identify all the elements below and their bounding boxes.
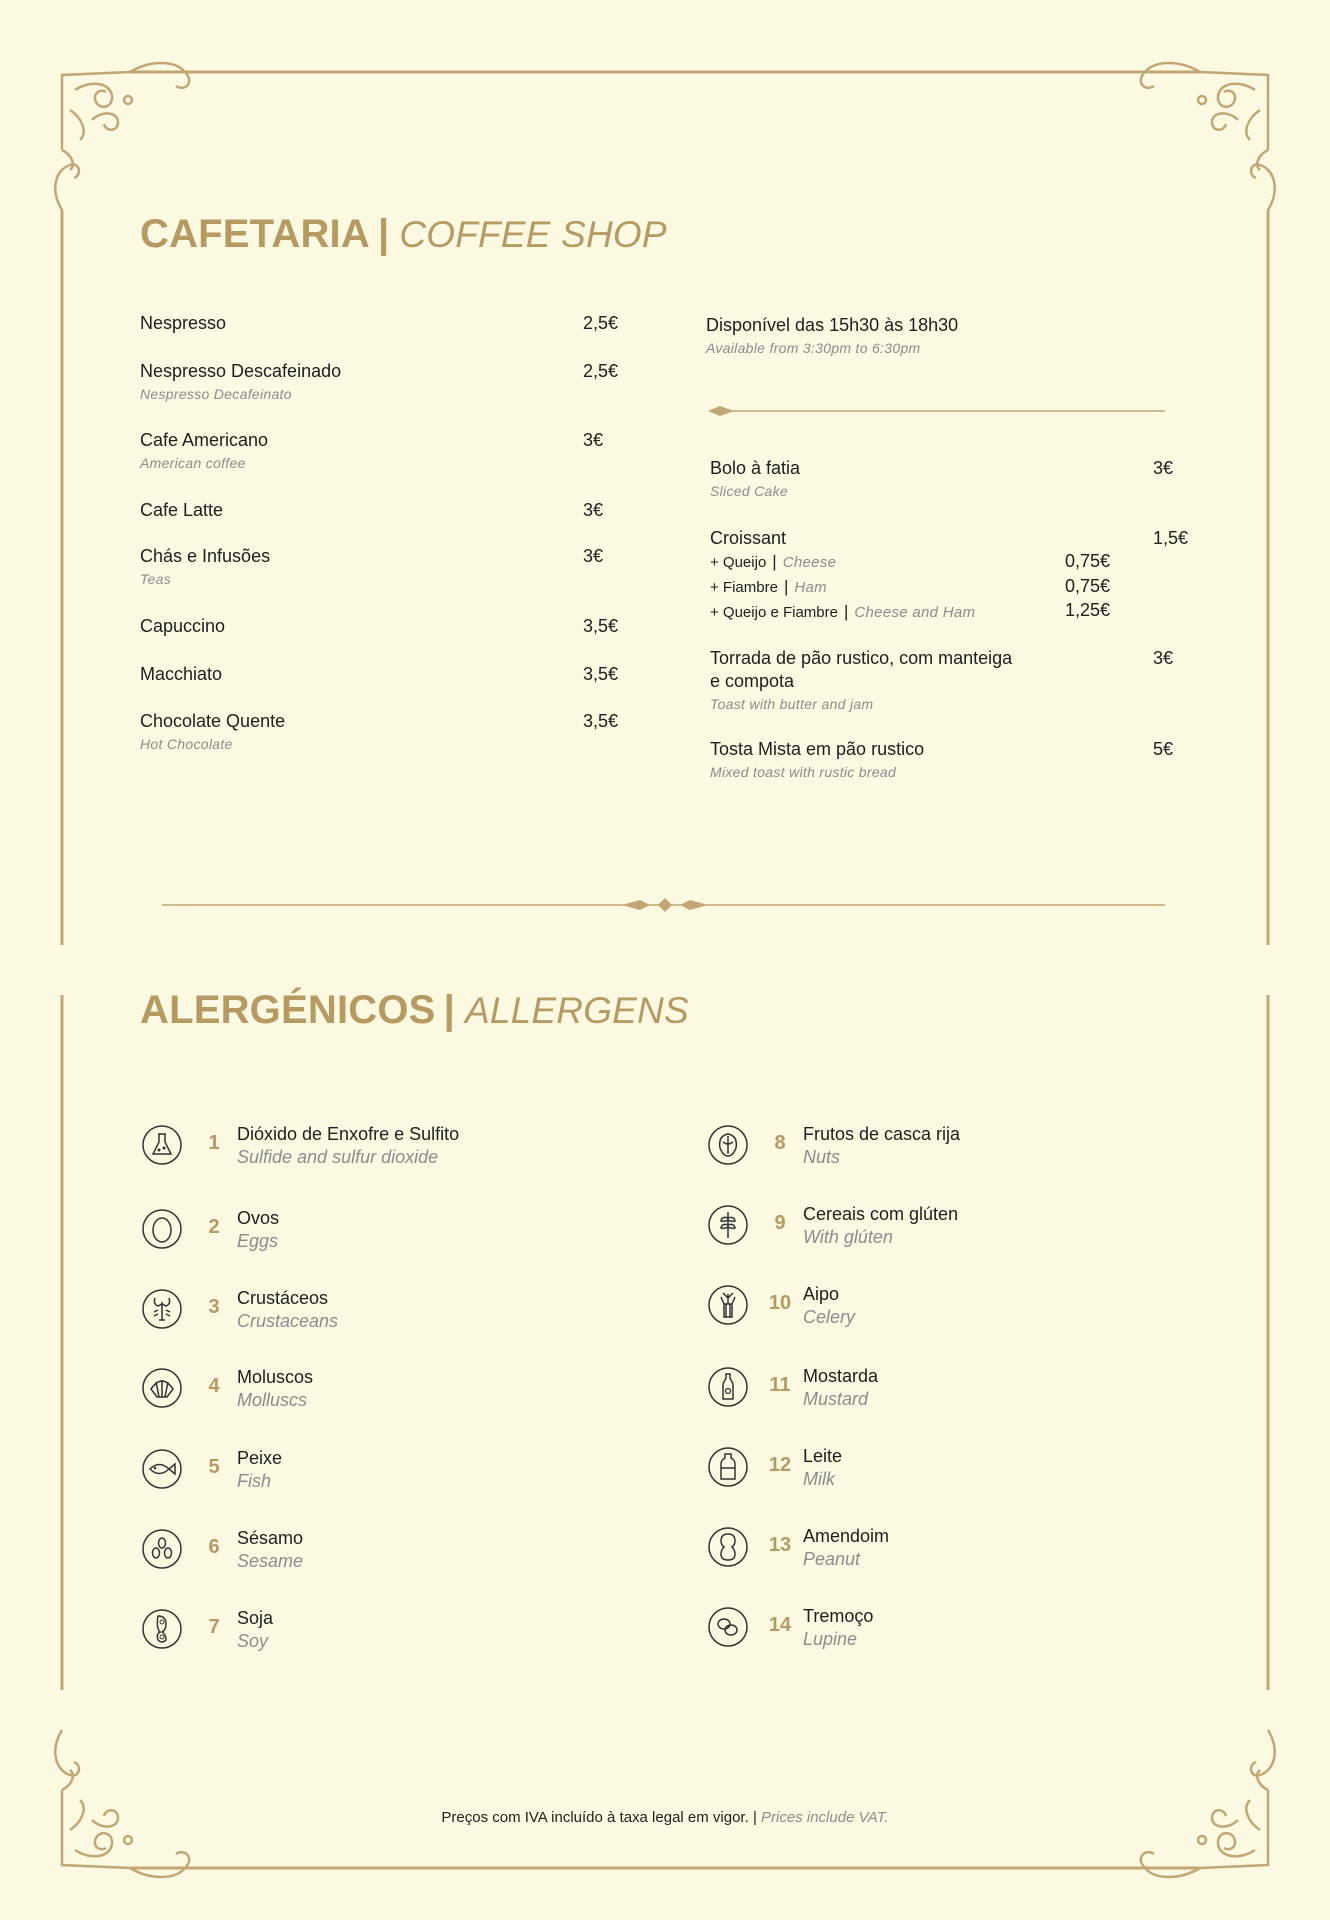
drink-name: Macchiato <box>140 664 223 684</box>
availability-en: Available from 3:30pm to 6:30pm <box>706 340 921 356</box>
allergen-item <box>141 1367 641 1427</box>
allergen-name-pt: Sésamo <box>237 1528 304 1548</box>
food-item-tosta <box>710 739 924 780</box>
allergen-name-pt: Crustáceos <box>237 1288 329 1308</box>
food-item-torrada <box>710 648 1012 712</box>
allergen-name-pt: Leite <box>803 1446 843 1466</box>
allergen-name-en: Eggs <box>237 1231 279 1251</box>
celery-icon <box>707 1284 749 1326</box>
drink-item <box>140 500 223 521</box>
footer-pt: Preços com IVA incluído à taxa legal em vigor. <box>441 1809 749 1826</box>
drink-price: 3,5€ <box>583 616 619 636</box>
coffee-title-pt: CAFETARIA <box>140 212 370 256</box>
drink-price: 3€ <box>583 546 604 566</box>
extra-pt: + Fiambre <box>710 579 778 596</box>
allergen-name-en: Mustard <box>803 1389 869 1409</box>
allergen-name-en: Nuts <box>803 1147 841 1167</box>
allergen-number: 7 <box>208 1616 220 1638</box>
food-name: Tosta Mista em pão rustico <box>710 739 925 759</box>
allergen-item <box>707 1284 1207 1344</box>
allergen-number: 9 <box>774 1212 786 1234</box>
food-subtitle: Mixed toast with rustic bread <box>710 764 897 780</box>
nut-icon <box>707 1124 749 1166</box>
allergen-number: 14 <box>768 1614 792 1636</box>
food-name: Bolo à fatia <box>710 458 801 478</box>
availability-pt: Disponível das 15h30 às 18h30 <box>706 315 959 335</box>
allergen-number: 13 <box>768 1534 792 1556</box>
extra-separator: | <box>843 602 849 621</box>
croissant-extra <box>710 552 836 572</box>
drink-item <box>140 616 225 637</box>
footer-separator: | <box>752 1809 757 1826</box>
allergen-name-pt: Amendoim <box>803 1526 890 1546</box>
allergen-item <box>707 1526 1207 1586</box>
drink-item <box>140 546 270 587</box>
extra-en: Ham <box>794 579 827 596</box>
allergen-item <box>141 1448 641 1508</box>
title-separator: | <box>377 212 390 256</box>
drink-subtitle: Nespresso Decafeinato <box>140 386 292 402</box>
extra-pt: + Queijo e Fiambre <box>710 604 838 621</box>
extra-price: 0,75€ <box>1065 576 1111 596</box>
allergen-number: 12 <box>768 1454 792 1476</box>
allergen-name-en: Sesame <box>237 1551 304 1571</box>
lobster-icon <box>141 1288 183 1330</box>
croissant-extra <box>710 577 827 597</box>
allergen-number: 10 <box>768 1292 792 1314</box>
allergen-number: 8 <box>774 1132 786 1154</box>
food-item-croissant <box>710 528 786 549</box>
drink-price: 3€ <box>583 430 604 450</box>
allergen-item <box>707 1446 1207 1506</box>
allergen-name-pt: Aipo <box>803 1284 840 1304</box>
allergen-number: 5 <box>208 1456 220 1478</box>
extra-price: 1,25€ <box>1065 600 1111 620</box>
wheat-icon <box>707 1204 749 1246</box>
allergen-name-en: Celery <box>803 1307 856 1327</box>
drink-item <box>140 664 222 685</box>
drink-subtitle: Hot Chocolate <box>140 736 233 752</box>
extra-price: 0,75€ <box>1065 551 1111 571</box>
drink-price: 2,5€ <box>583 361 619 381</box>
allergen-name-pt: Ovos <box>237 1208 280 1228</box>
allergen-item <box>141 1288 641 1348</box>
allergen-item <box>707 1124 1207 1184</box>
drink-name: Chocolate Quente <box>140 711 286 731</box>
allergen-name-en: Milk <box>803 1469 835 1489</box>
extra-en: Cheese and Ham <box>854 604 976 621</box>
allergen-number: 3 <box>208 1296 220 1318</box>
food-price: 3€ <box>1153 458 1174 478</box>
availability-note <box>706 315 958 356</box>
drink-name: Chás e Infusões <box>140 546 271 566</box>
drink-name: Cafe Latte <box>140 500 224 520</box>
drink-price: 3,5€ <box>583 664 619 684</box>
drink-subtitle: Teas <box>140 571 172 587</box>
allergen-name-pt: Mostarda <box>803 1366 879 1386</box>
extra-separator: | <box>783 577 789 596</box>
allergen-item <box>707 1366 1207 1426</box>
availability-divider <box>708 406 1165 416</box>
food-price: 5€ <box>1153 739 1174 759</box>
peanut-icon <box>707 1526 749 1568</box>
allergen-item <box>707 1606 1207 1666</box>
sesame-icon <box>141 1528 183 1570</box>
shell-icon <box>141 1367 183 1409</box>
section-divider <box>162 898 1165 912</box>
allergen-item <box>141 1608 641 1668</box>
soy-icon <box>141 1608 183 1650</box>
allergens-title-pt: ALERGÉNICOS <box>140 988 436 1032</box>
allergen-item <box>141 1124 641 1184</box>
drink-item <box>140 313 226 334</box>
coffee-section-title <box>140 212 667 257</box>
allergen-name-pt: Soja <box>237 1608 274 1628</box>
drink-item <box>140 361 341 402</box>
allergen-item <box>141 1208 641 1268</box>
allergen-number: 6 <box>208 1536 220 1558</box>
allergen-item <box>707 1204 1207 1264</box>
drink-name: Capuccino <box>140 616 226 636</box>
fish-icon <box>141 1448 183 1490</box>
allergen-name-en: Fish <box>237 1471 272 1491</box>
drink-subtitle: American coffee <box>140 455 246 471</box>
allergen-name-en: Crustaceans <box>237 1311 339 1331</box>
allergen-name-en: Soy <box>237 1631 269 1651</box>
drink-price: 3,5€ <box>583 711 619 731</box>
drink-name: Cafe Americano <box>140 430 269 450</box>
food-subtitle: Toast with butter and jam <box>710 696 874 712</box>
allergen-name-en: Sulfide and sulfur dioxide <box>237 1147 439 1167</box>
drink-name: Nespresso <box>140 313 227 333</box>
allergen-name-en: Peanut <box>803 1549 861 1569</box>
drink-item <box>140 711 285 752</box>
extra-separator: | <box>772 552 777 571</box>
allergen-number: 11 <box>769 1374 791 1396</box>
allergens-section-title <box>140 988 689 1033</box>
allergen-name-en: Lupine <box>803 1629 858 1649</box>
extra-en: Cheese <box>782 554 837 571</box>
food-item-bolo <box>710 458 800 499</box>
drink-price: 2,5€ <box>583 313 619 333</box>
allergen-name-pt: Dióxido de Enxofre e Sulfito <box>237 1124 460 1144</box>
food-subtitle: Sliced Cake <box>710 483 789 499</box>
allergens-title-en: ALLERGENS <box>464 990 689 1031</box>
milk-icon <box>707 1446 749 1488</box>
food-name-line2: e compota <box>710 671 795 691</box>
allergen-name-pt: Peixe <box>237 1448 283 1468</box>
croissant-extra <box>710 602 975 622</box>
allergen-number: 2 <box>208 1216 220 1238</box>
food-name-line1: Torrada de pão rustico, com manteiga <box>710 648 1013 668</box>
allergen-name-pt: Cereais com glúten <box>803 1204 959 1224</box>
allergen-name-en: Molluscs <box>237 1390 308 1410</box>
lupine-icon <box>707 1606 749 1648</box>
food-price: 1,5€ <box>1153 528 1189 548</box>
allergen-number: 4 <box>208 1375 220 1397</box>
allergen-number: 1 <box>208 1132 220 1154</box>
allergen-item <box>141 1528 641 1588</box>
drink-name: Nespresso Descafeinado <box>140 361 342 381</box>
mustard-icon <box>707 1366 749 1408</box>
drink-price: 3€ <box>583 500 604 520</box>
extra-pt: + Queijo <box>710 554 767 571</box>
allergen-name-pt: Moluscos <box>237 1367 314 1387</box>
price-note-footer <box>0 1809 1330 1826</box>
food-name: Croissant <box>710 528 787 548</box>
food-price: 3€ <box>1153 648 1174 668</box>
footer-en: Prices include VAT. <box>761 1809 889 1826</box>
egg-icon <box>141 1208 183 1250</box>
coffee-title-en: COFFEE SHOP <box>399 214 667 255</box>
title-separator: | <box>443 988 455 1032</box>
allergen-name-en: With glúten <box>803 1227 893 1247</box>
allergen-name-pt: Frutos de casca rija <box>803 1124 961 1144</box>
allergen-name-pt: Tremoço <box>803 1606 874 1626</box>
flask-icon <box>141 1124 183 1166</box>
drink-item <box>140 430 268 471</box>
